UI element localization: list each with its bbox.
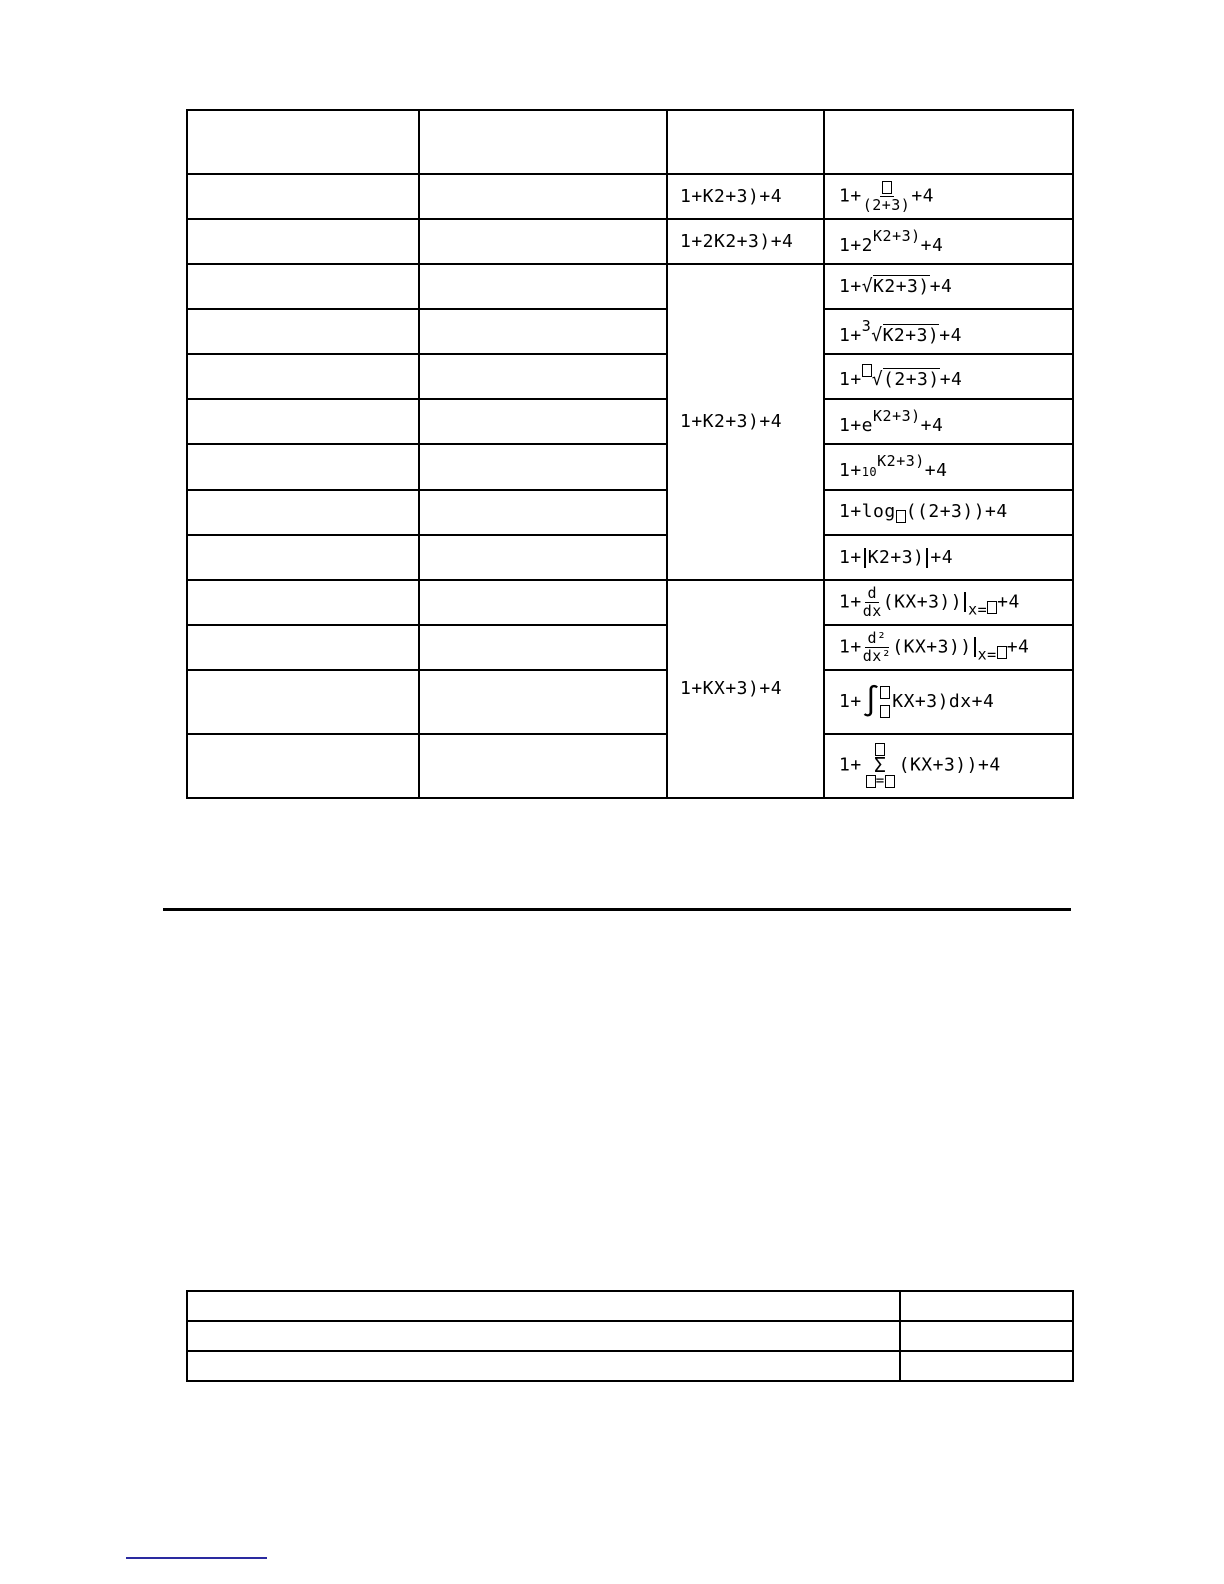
table-row — [187, 1291, 1073, 1321]
function-label — [187, 444, 419, 489]
table-row — [187, 1351, 1073, 1381]
table-row — [187, 670, 1073, 734]
input-expression: 1+2K2+3)+4 — [667, 219, 824, 264]
placeholder-box-icon — [866, 775, 876, 788]
output-expression-sqrt: 1+√K2+3)+4 — [824, 264, 1073, 309]
output-expression-fraction: 1+ (2+3) +4 — [824, 174, 1073, 219]
eval-bar-icon — [974, 637, 976, 657]
placeholder-box-icon — [997, 646, 1007, 659]
eval-bar-icon — [964, 592, 966, 612]
function-label — [187, 580, 419, 625]
output-expression-ten-power: $1+10^{K2+3)}+4$ — [824, 444, 1073, 489]
sqrt-icon: √ — [861, 276, 874, 298]
abs-bar-icon — [864, 548, 866, 568]
header-cell — [187, 110, 419, 174]
output-expression-derivative: 1+ $\frac{d}{dx}$ (KX+3)) $_{x=}$ +4 — [824, 580, 1073, 625]
key-label — [419, 309, 667, 354]
key-label — [419, 444, 667, 489]
fraction: (2+3) — [863, 180, 911, 213]
output-expression-integral: 1+ ∫ KX+3)dx+4 — [824, 670, 1073, 734]
lower-table — [186, 1290, 1074, 1382]
table-row — [187, 625, 1073, 670]
table-header-row — [187, 110, 1073, 174]
table-cell — [900, 1351, 1073, 1381]
function-label — [187, 264, 419, 309]
function-label — [187, 354, 419, 399]
key-operation-table — [186, 109, 1074, 799]
sigma-icon: Σ — [873, 753, 887, 778]
function-label — [187, 309, 419, 354]
function-label — [187, 670, 419, 734]
key-label — [419, 625, 667, 670]
key-label — [419, 535, 667, 580]
table-cell — [900, 1291, 1073, 1321]
table-row — [187, 219, 1073, 264]
table-cell — [187, 1351, 900, 1381]
output-expression-power: $1+2^{K2+3)}+4$ — [824, 219, 1073, 264]
header-cell — [824, 110, 1073, 174]
key-label — [419, 264, 667, 309]
key-label — [419, 219, 667, 264]
section-divider — [163, 908, 1071, 911]
placeholder-box-icon — [896, 510, 906, 523]
function-label — [187, 219, 419, 264]
table-cell — [187, 1291, 900, 1321]
output-expression-second-derivative: 1+ $\frac{\text{d²}}{\text{dx²}}$ (KX+3)) $_{x=}$ +4 — [824, 625, 1073, 670]
function-label — [187, 535, 419, 580]
header-cell — [667, 110, 824, 174]
table-row — [187, 264, 1073, 309]
table-row — [187, 734, 1073, 798]
function-label — [187, 625, 419, 670]
header-cell — [419, 110, 667, 174]
key-label — [419, 174, 667, 219]
key-label — [419, 490, 667, 535]
table-row — [187, 1321, 1073, 1351]
output-expression-log: 1+log ((2+3))+4 — [824, 490, 1073, 535]
table-row — [187, 444, 1073, 489]
table-row — [187, 174, 1073, 219]
output-expression-sum: 1+ Σ = (KX+3))+4 — [824, 734, 1073, 798]
placeholder-box-icon — [880, 705, 890, 718]
sqrt-icon: √ — [871, 368, 884, 390]
table-row — [187, 490, 1073, 535]
table-row — [187, 535, 1073, 580]
abs-bar-icon — [926, 548, 928, 568]
table-row — [187, 399, 1073, 444]
table-cell — [187, 1321, 900, 1351]
key-label — [419, 734, 667, 798]
table-row — [187, 580, 1073, 625]
table-row — [187, 309, 1073, 354]
input-expression: 1+K2+3)+4 — [667, 174, 824, 219]
output-expression-nroot: 1+ √(2+3)+4 — [824, 354, 1073, 399]
function-label — [187, 174, 419, 219]
key-label — [419, 580, 667, 625]
placeholder-box-icon — [987, 601, 997, 614]
sqrt-icon: √ — [871, 325, 883, 347]
footer-link-underline[interactable] — [126, 1557, 267, 1559]
placeholder-box-icon — [880, 686, 890, 699]
placeholder-box-icon — [882, 181, 892, 194]
table-row — [187, 354, 1073, 399]
input-expression-group: 1+KX+3)+4 — [667, 580, 824, 798]
table-cell — [900, 1321, 1073, 1351]
integral-icon: ∫ — [861, 683, 881, 719]
key-label — [419, 354, 667, 399]
function-label — [187, 399, 419, 444]
key-label — [419, 399, 667, 444]
output-expression-exp: $1+e^{K2+3)}+4$ — [824, 399, 1073, 444]
placeholder-box-icon — [862, 364, 872, 377]
key-label — [419, 670, 667, 734]
output-expression-abs: 1+ K2+3) +4 — [824, 535, 1073, 580]
function-label — [187, 490, 419, 535]
output-expression-cbrt: 1+$^3$√K2+3)+4 — [824, 309, 1073, 354]
function-label — [187, 734, 419, 798]
input-expression-group: 1+K2+3)+4 — [667, 264, 824, 579]
placeholder-box-icon — [885, 775, 895, 788]
